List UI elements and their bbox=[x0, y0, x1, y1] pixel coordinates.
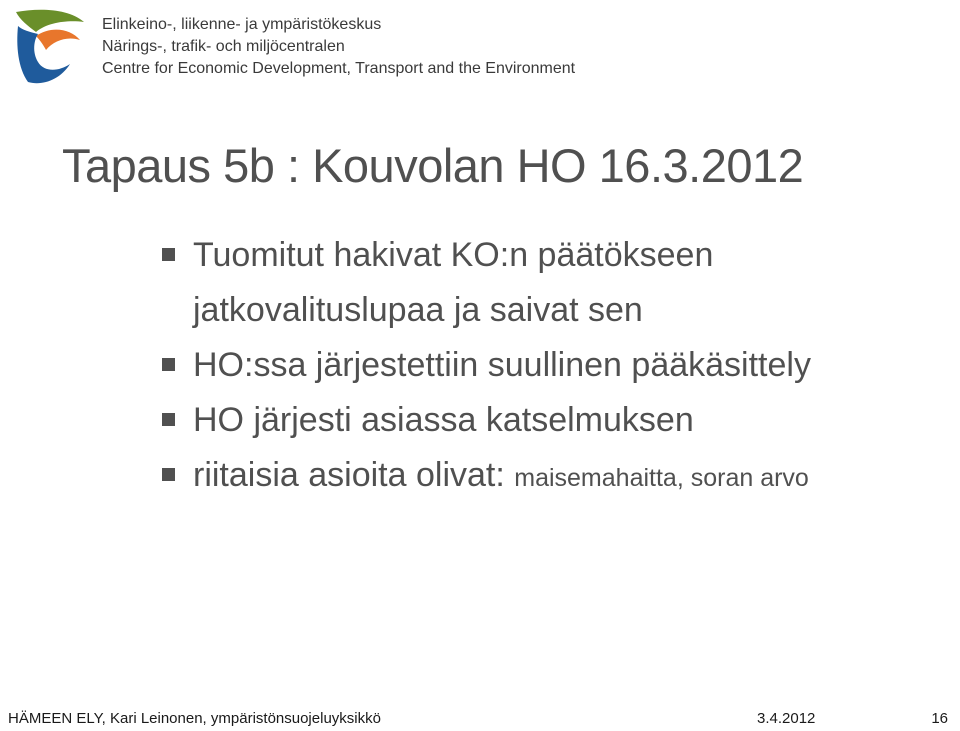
org-name-english: Centre for Economic Development, Transport and the Environment bbox=[102, 60, 576, 77]
square-bullet-icon bbox=[162, 468, 175, 481]
bullet-text-line: jatkovalituslupaa ja saivat sen bbox=[193, 291, 643, 329]
bullet-text-line bbox=[193, 448, 940, 506]
bullet-item bbox=[150, 338, 940, 393]
bullet-text-line: HO järjesti asiassa katselmuksen bbox=[193, 401, 694, 439]
org-name-finnish: Elinkeino-, liikenne- ja ympäristökeskus bbox=[102, 16, 382, 33]
footer-date: 3.4.2012 bbox=[757, 710, 816, 727]
bullet-text-line: Tuomitut hakivat KO:n päätökseen bbox=[193, 236, 714, 274]
ely-logo bbox=[8, 6, 88, 86]
org-name-swedish: Närings-, trafik- och miljöcentralen bbox=[102, 38, 345, 55]
square-bullet-icon bbox=[162, 413, 175, 426]
logo-orange-swoosh bbox=[36, 30, 80, 50]
square-bullet-icon bbox=[162, 358, 175, 371]
bullet-text-line: HO:ssa järjestettiin suullinen pääkäsittely bbox=[193, 346, 811, 384]
bullet-small-text: maisemahaitta, soran arvo bbox=[514, 464, 809, 492]
bullet-list bbox=[150, 228, 940, 506]
bullet-item bbox=[150, 228, 940, 338]
slide-footer bbox=[0, 710, 960, 730]
logo-white-cut bbox=[40, 48, 66, 66]
bullet-item bbox=[150, 448, 940, 506]
footer-author: HÄMEEN ELY, Kari Leinonen, ympäristönsuojeluyksikkö bbox=[8, 710, 381, 727]
page-number: 16 bbox=[931, 710, 948, 727]
bullet-main-text: riitaisia asioita olivat: bbox=[193, 456, 515, 494]
organization-names bbox=[102, 14, 575, 80]
square-bullet-icon bbox=[162, 248, 175, 261]
logo-green-leaf bbox=[16, 10, 84, 32]
bullet-item bbox=[150, 393, 940, 448]
slide-title: Tapaus 5b : Kouvolan HO 16.3.2012 bbox=[62, 139, 804, 192]
